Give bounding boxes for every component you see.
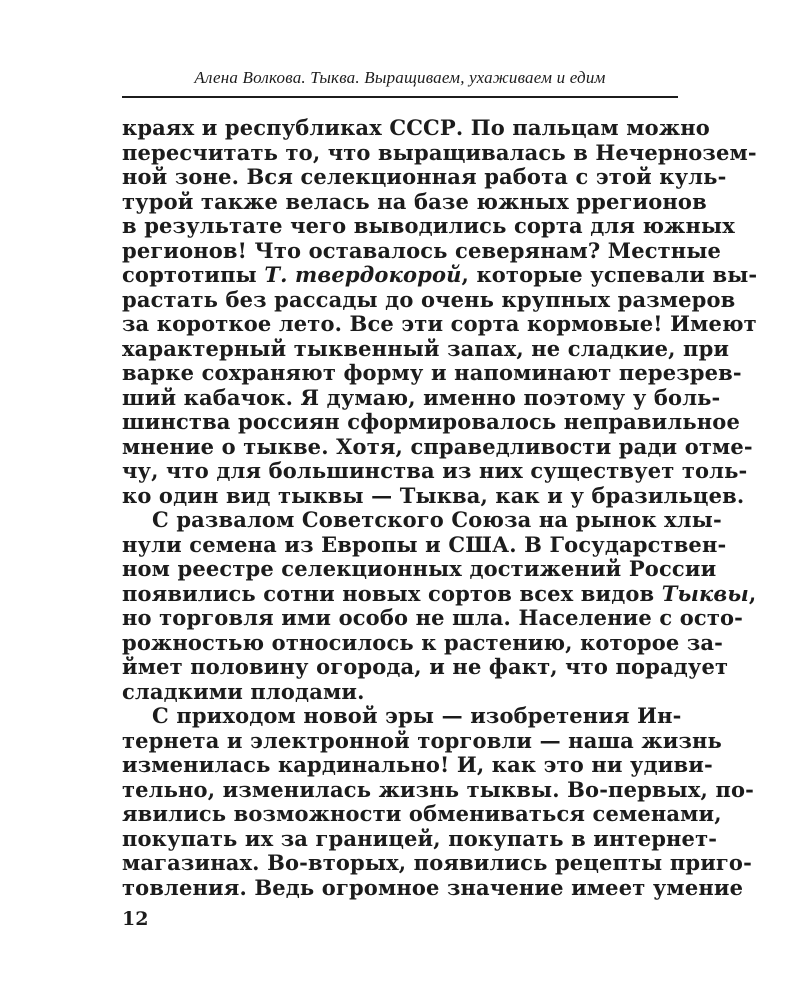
- text-line: рожностью относилось к растению, которое за-: [122, 629, 723, 655]
- text-line-with-italic: [122, 580, 757, 607]
- text-line: регионов! Что оставалось северянам? Местные: [122, 237, 722, 263]
- text-line: характерный тыквенный запах, не сладкие, при: [122, 335, 730, 361]
- text-line: покупать их за границей, покупать в интернет-: [122, 825, 718, 851]
- text-line: краях и республиках СССР. По пальцам можно: [122, 115, 710, 140]
- body-text: [122, 115, 758, 900]
- text-line: нули семена из Европы и США. В Государствен-: [122, 531, 727, 557]
- text-line: пересчитать то, что выращивалась в Нечернозем-: [122, 139, 757, 165]
- text-line: за короткое лето. Все эти сорта кормовые! Имеют: [122, 311, 757, 336]
- text-line: ном реестре селекционных достижений России: [122, 556, 717, 581]
- text-line: магазинах. Во-вторых, появились рецепты приго-: [122, 850, 752, 875]
- paragraph-start-line: С приходом новой эры — изобретения Ин-: [152, 703, 682, 728]
- book-page: [122, 0, 758, 1000]
- paragraph-end-line: сладкими плодами.: [122, 678, 365, 704]
- text-segment: сортотипы: [122, 262, 257, 287]
- text-segment: ,: [748, 580, 757, 606]
- text-line: ший кабачок. Я думаю, именно поэтому у боль-: [122, 384, 721, 410]
- text-line: мнение о тыкве. Хотя, справедливости ради отме-: [122, 433, 753, 459]
- paragraph-end-line: ко один вид тыквы — Тыква, как и у бразильцев.: [122, 482, 745, 508]
- running-header: Алена Волкова. Тыква. Выращиваем, ухаживаем и едим: [194, 68, 606, 87]
- page-number: 12: [122, 908, 149, 930]
- text-segment: появились сотни новых сортов всех видов: [122, 580, 655, 606]
- text-line: чу, что для большинства из них существует толь-: [122, 458, 748, 483]
- text-line: тельно, изменилась жизнь тыквы. Во-первых, по-: [122, 776, 754, 802]
- text-line: растать без рассады до очень крупных размеров: [122, 286, 736, 312]
- text-line: но торговля ими особо не шла. Население с осто-: [122, 605, 744, 630]
- text-line: изменилась кардинально! И, как это ни удиви-: [122, 752, 713, 777]
- text-line: явились возможности обмениваться семенами,: [122, 801, 722, 826]
- header-divider: [122, 96, 678, 98]
- text-segment: , которые успевали вы-: [461, 262, 758, 287]
- text-line: шинства россиян сформировалось неправильное: [122, 409, 740, 434]
- italic-term: Тыквы: [661, 580, 749, 606]
- text-line: варке сохраняют форму и напоминают перезрев-: [122, 360, 742, 385]
- text-line: товления. Ведь огромное значение имеет умение: [122, 874, 744, 900]
- italic-term: Т. твердокорой: [264, 262, 462, 287]
- text-line: в результате чего выводились сорта для южных: [122, 213, 735, 238]
- text-line: ной зоне. Вся селекционная работа с этой куль-: [122, 164, 727, 189]
- paragraph-start-line: С развалом Советского Союза на рынок хлы-: [152, 507, 722, 532]
- text-line: турой также велась на базе южных ррегионов: [122, 188, 707, 214]
- text-line: ймет половину огорода, и не факт, что порадует: [122, 654, 729, 679]
- text-line: тернета и электронной торговли — наша жизнь: [122, 727, 722, 753]
- text-line-with-italic: [122, 262, 758, 288]
